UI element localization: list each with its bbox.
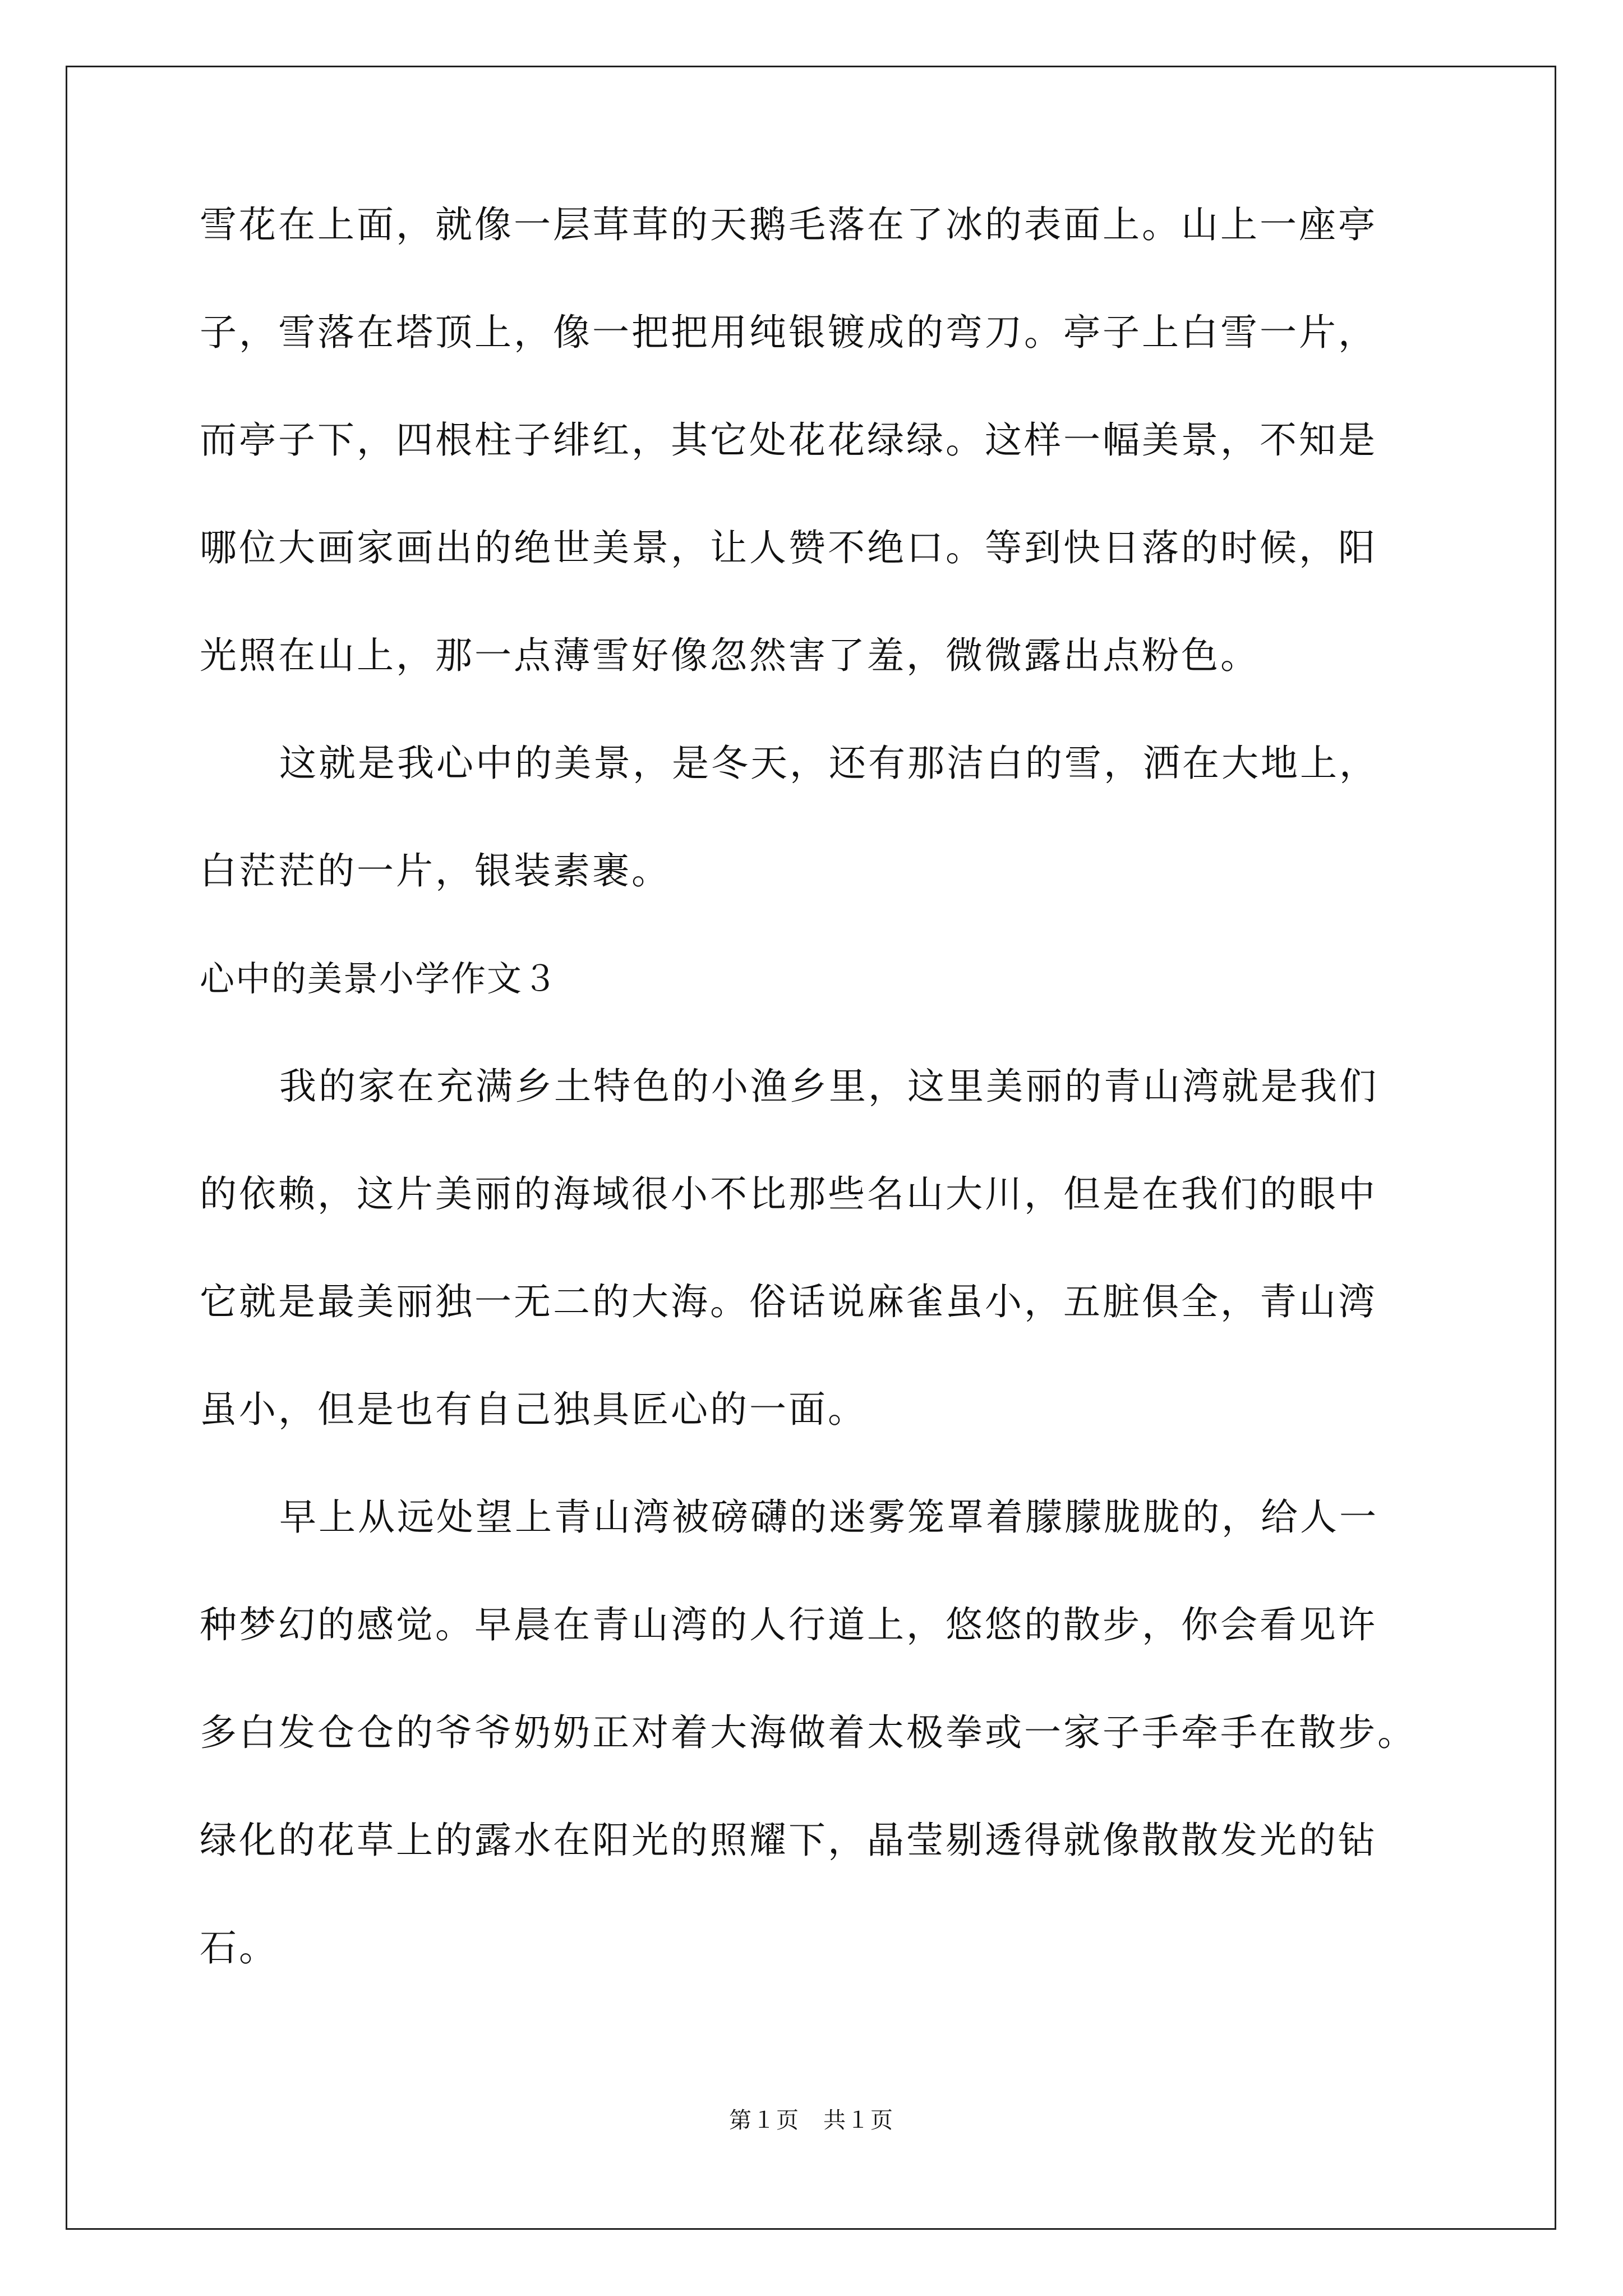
paragraph-line: 它就是最美丽独一无二的大海。俗话说麻雀虽小，五脏俱全，青山湾 bbox=[200, 1280, 1377, 1323]
paragraph-line: 的依赖，这片美丽的海域很小不比那些名山大川，但是在我们的眼中 bbox=[200, 1172, 1377, 1216]
paragraph-line: 绿化的花草上的露水在阳光的照耀下，晶莹剔透得就像散散发光的钻 bbox=[200, 1819, 1377, 1862]
paragraph-line: 多白发仓仓的爷爷奶奶正对着大海做着太极拳或一家子手牵手在散步。 bbox=[200, 1711, 1417, 1754]
section-heading: 心中的美景小学作文３ bbox=[200, 958, 559, 999]
paragraph-line: 哪位大画家画出的绝世美景，让人赞不绝口。等到快日落的时候，阳 bbox=[200, 526, 1377, 569]
paragraph-line: 种梦幻的感觉。早晨在青山湾的人行道上，悠悠的散步，你会看见许 bbox=[200, 1603, 1377, 1646]
paragraph-line: 我的家在充满乡土特色的小渔乡里，这里美丽的青山湾就是我们 bbox=[279, 1065, 1378, 1108]
paragraph-line: 石。 bbox=[200, 1926, 278, 1970]
paragraph-line: 子，雪落在塔顶上，像一把把用纯银镀成的弯刀。亭子上白雪一片， bbox=[200, 311, 1377, 354]
paragraph-line: 光照在山上，那一点薄雪好像忽然害了羞，微微露出点粉色。 bbox=[200, 634, 1260, 677]
paragraph-line: 白茫茫的一片，银装素裹。 bbox=[200, 849, 671, 892]
page-border bbox=[66, 66, 1556, 2230]
paragraph-line: 而亭子下，四根柱子绯红，其它处花花绿绿。这样一幅美景，不知是 bbox=[200, 418, 1377, 462]
page-footer: 第１页 共１页 bbox=[729, 2108, 894, 2133]
paragraph-line: 虽小，但是也有自己独具匠心的一面。 bbox=[200, 1388, 867, 1431]
paragraph-line: 这就是我心中的美景，是冬天，还有那洁白的雪，洒在大地上， bbox=[279, 742, 1378, 785]
paragraph-line: 雪花在上面，就像一层茸茸的天鹅毛落在了冰的表面上。山上一座亭 bbox=[200, 203, 1377, 246]
paragraph-line: 早上从远处望上青山湾被磅礴的迷雾笼罩着朦朦胧胧的，给人一 bbox=[279, 1496, 1378, 1539]
